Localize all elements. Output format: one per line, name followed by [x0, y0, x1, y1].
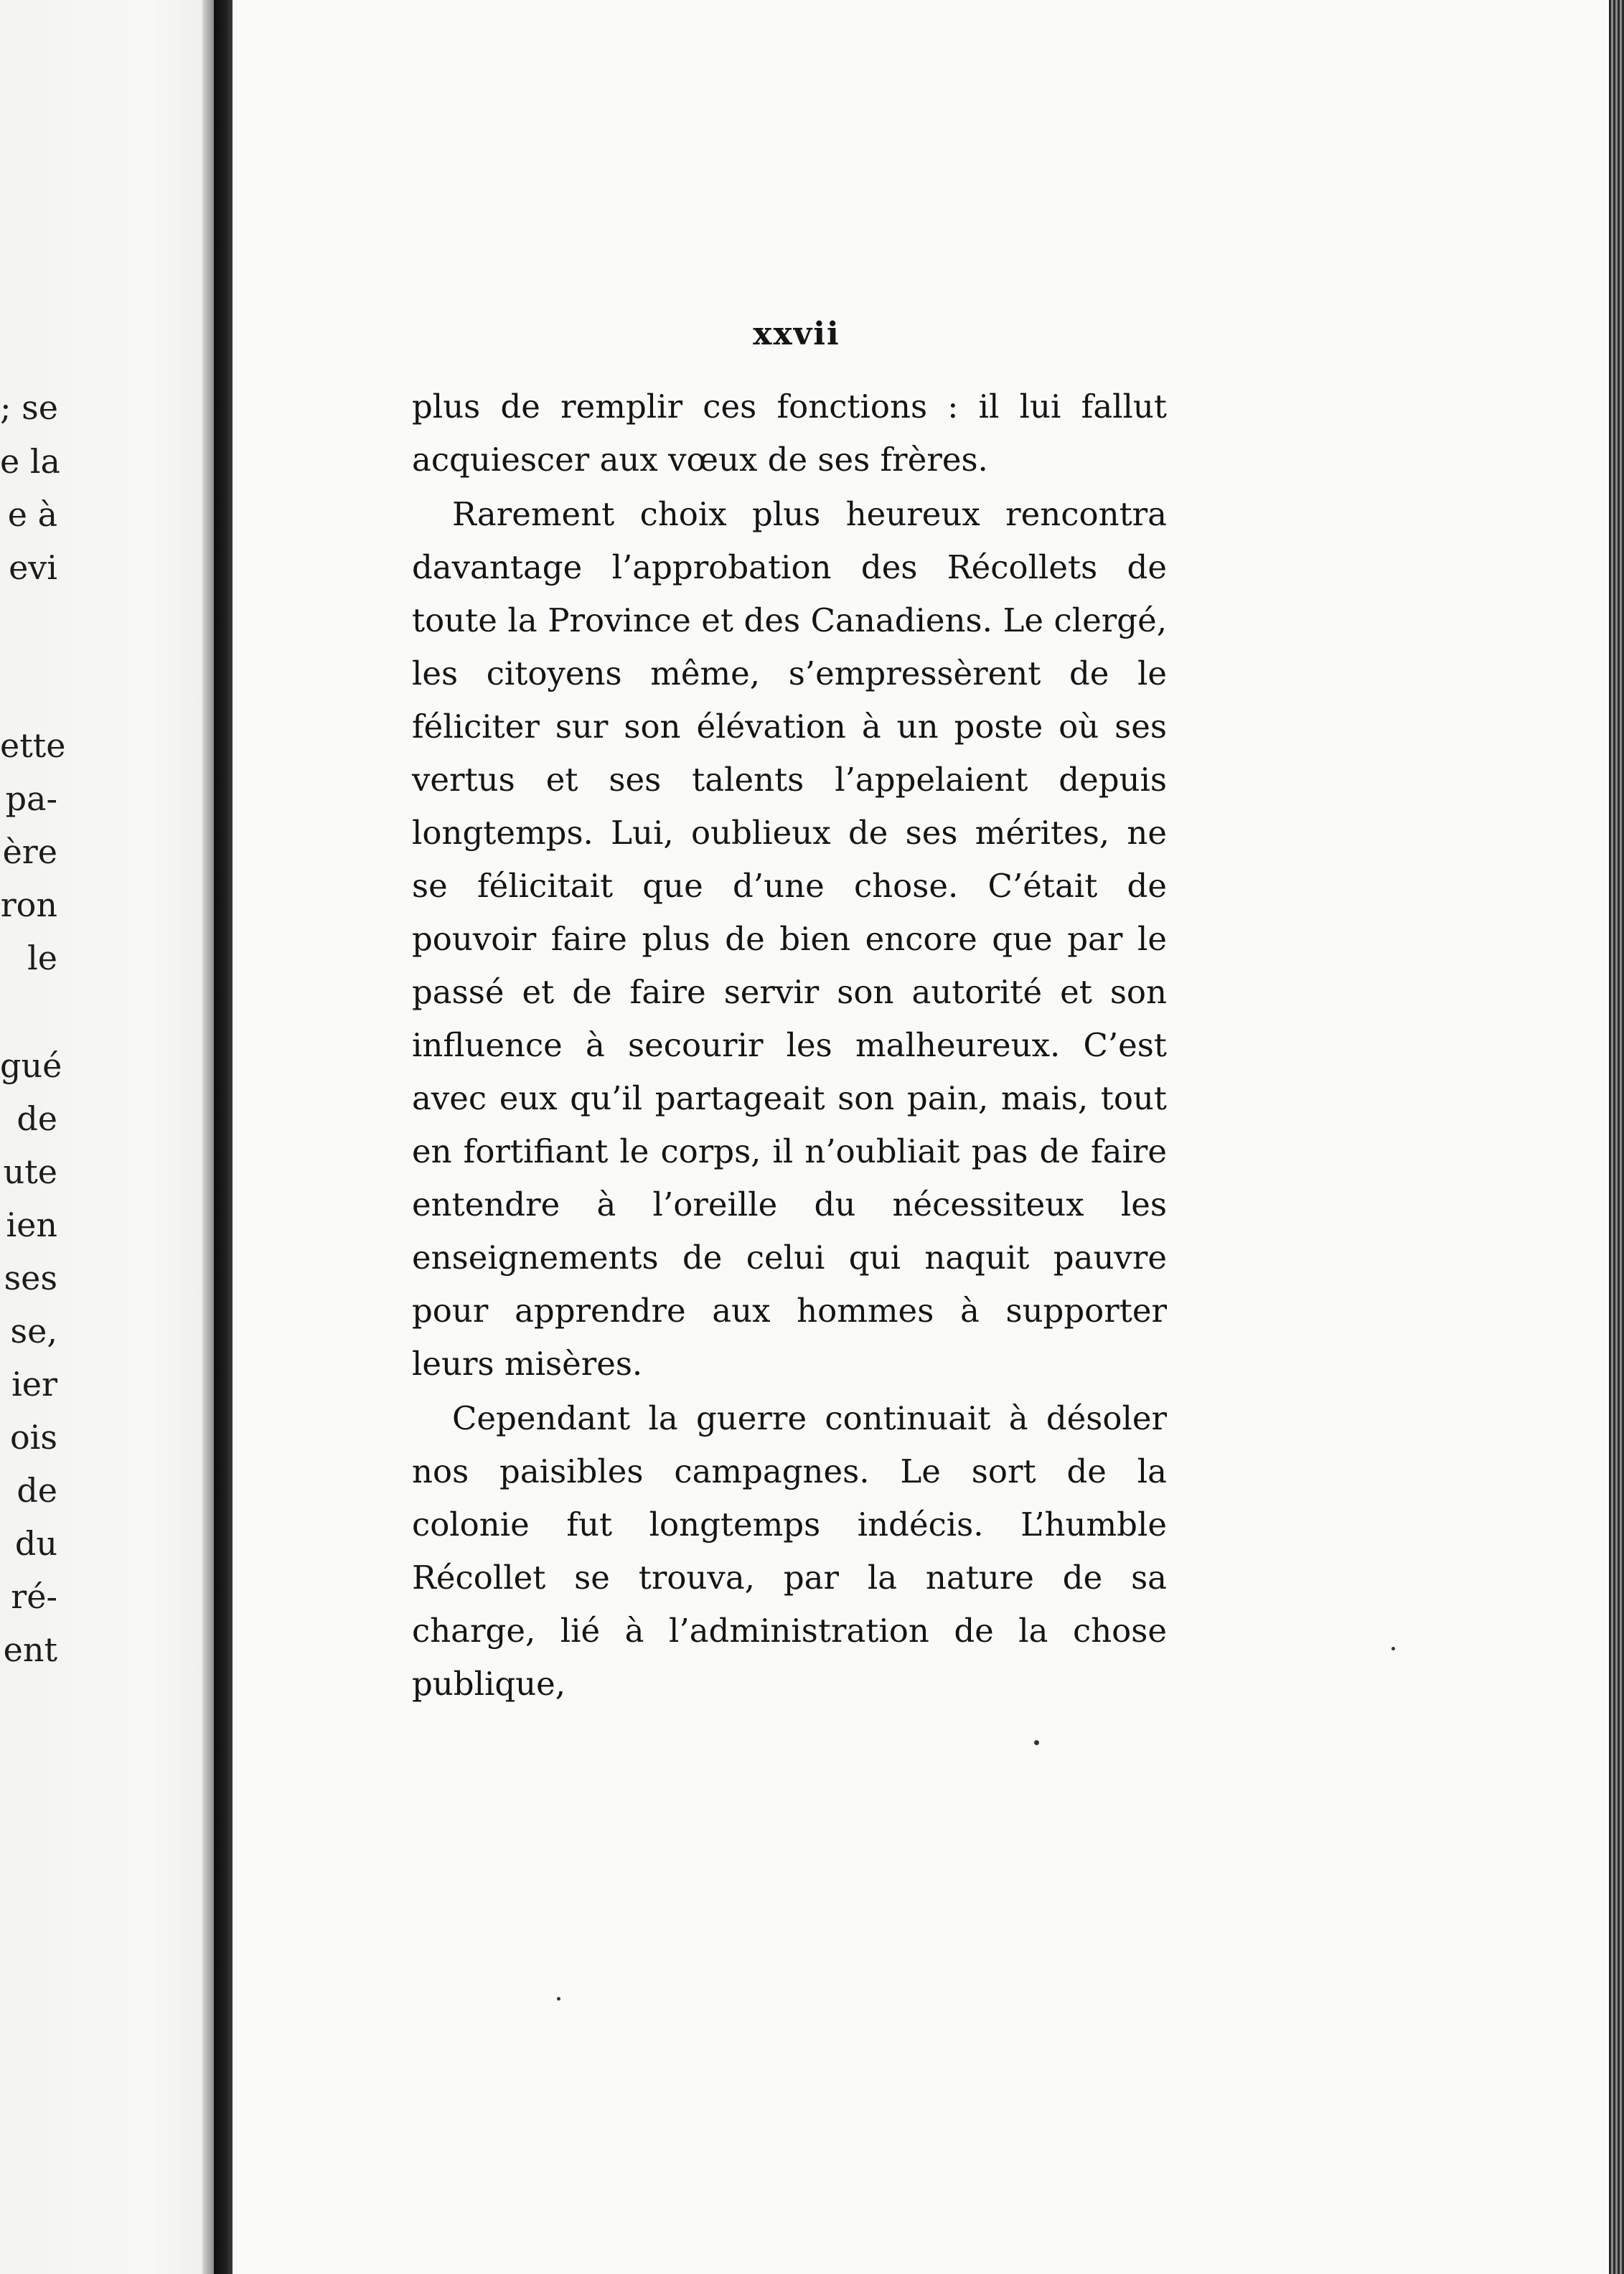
ink-speck — [557, 1997, 560, 2001]
left-line-fragment: evi — [9, 548, 57, 587]
left-line-fragment: e la — [0, 442, 60, 481]
ink-speck — [1391, 1647, 1395, 1650]
left-line-fragment: de — [17, 1099, 57, 1138]
left-line-fragment: ien — [6, 1206, 57, 1244]
left-line-fragment: se, — [10, 1312, 57, 1350]
left-line-fragment: ute — [3, 1152, 57, 1191]
binding-shadow — [202, 0, 214, 2274]
left-line-fragment: du — [14, 1524, 57, 1563]
previous-page-edge — [0, 0, 212, 2274]
page-body — [412, 380, 1167, 1711]
page-edge-stack — [1609, 0, 1624, 2274]
left-line-fragment: de — [17, 1471, 57, 1510]
ink-speck — [1034, 1740, 1039, 1745]
left-line-fragment: ses — [4, 1259, 57, 1297]
left-line-fragment: ier — [11, 1365, 57, 1404]
left-line-fragment: ois — [9, 1418, 57, 1457]
left-line-fragment: ré- — [11, 1577, 57, 1616]
left-line-fragment: ent — [3, 1630, 57, 1669]
paragraph: Cependant la guerre continuait à désoler nos paisibles campagnes. Le sort de la colonie fut longtemps indécis. L’humble Récollet se trouva, par la nature de sa charge, lié à l’administration de la chose publique, — [412, 1399, 1167, 1703]
paragraph: plus de remplir ces fonctions : il lui fallut acquiescer aux vœux de ses frères. — [412, 387, 1167, 479]
left-line-fragment: ron — [0, 885, 57, 924]
left-line-fragment: ette — [0, 726, 66, 765]
left-line-fragment: ère — [2, 832, 57, 871]
left-line-fragment: e à — [7, 495, 57, 534]
binding-gutter — [214, 0, 233, 2274]
left-line-fragment: pa- — [5, 779, 57, 818]
left-line-fragment: le — [27, 939, 57, 977]
page-number: xxvii — [753, 316, 840, 352]
left-line-fragment: gué — [0, 1046, 62, 1085]
paragraph: Rarement choix plus heureux rencontra davantage l’approbation des Récollets de toute la Province et des Canadiens. Le clergé, les citoyens même, s’empressèrent de le féliciter sur son élévation à un poste où ses vertus et ses talents l’appelaient depuis longtemps. Lui, oublieux de ses mérites, ne se félicitait que d’une chose. C’était de pouvoir faire plus de bien encore que par le passé et de faire servir son autorité et son influence à secourir les malheureux. C’est avec eux qu’il partageait son pain, mais, tout en fortifiant le corps, il n’oubliait pas de faire entendre à l’oreille du nécessiteux les enseignements de celui qui naquit pauvre pour apprendre aux hommes à supporter leurs misères. — [412, 495, 1167, 1383]
left-line-fragment: ; se — [0, 388, 58, 427]
